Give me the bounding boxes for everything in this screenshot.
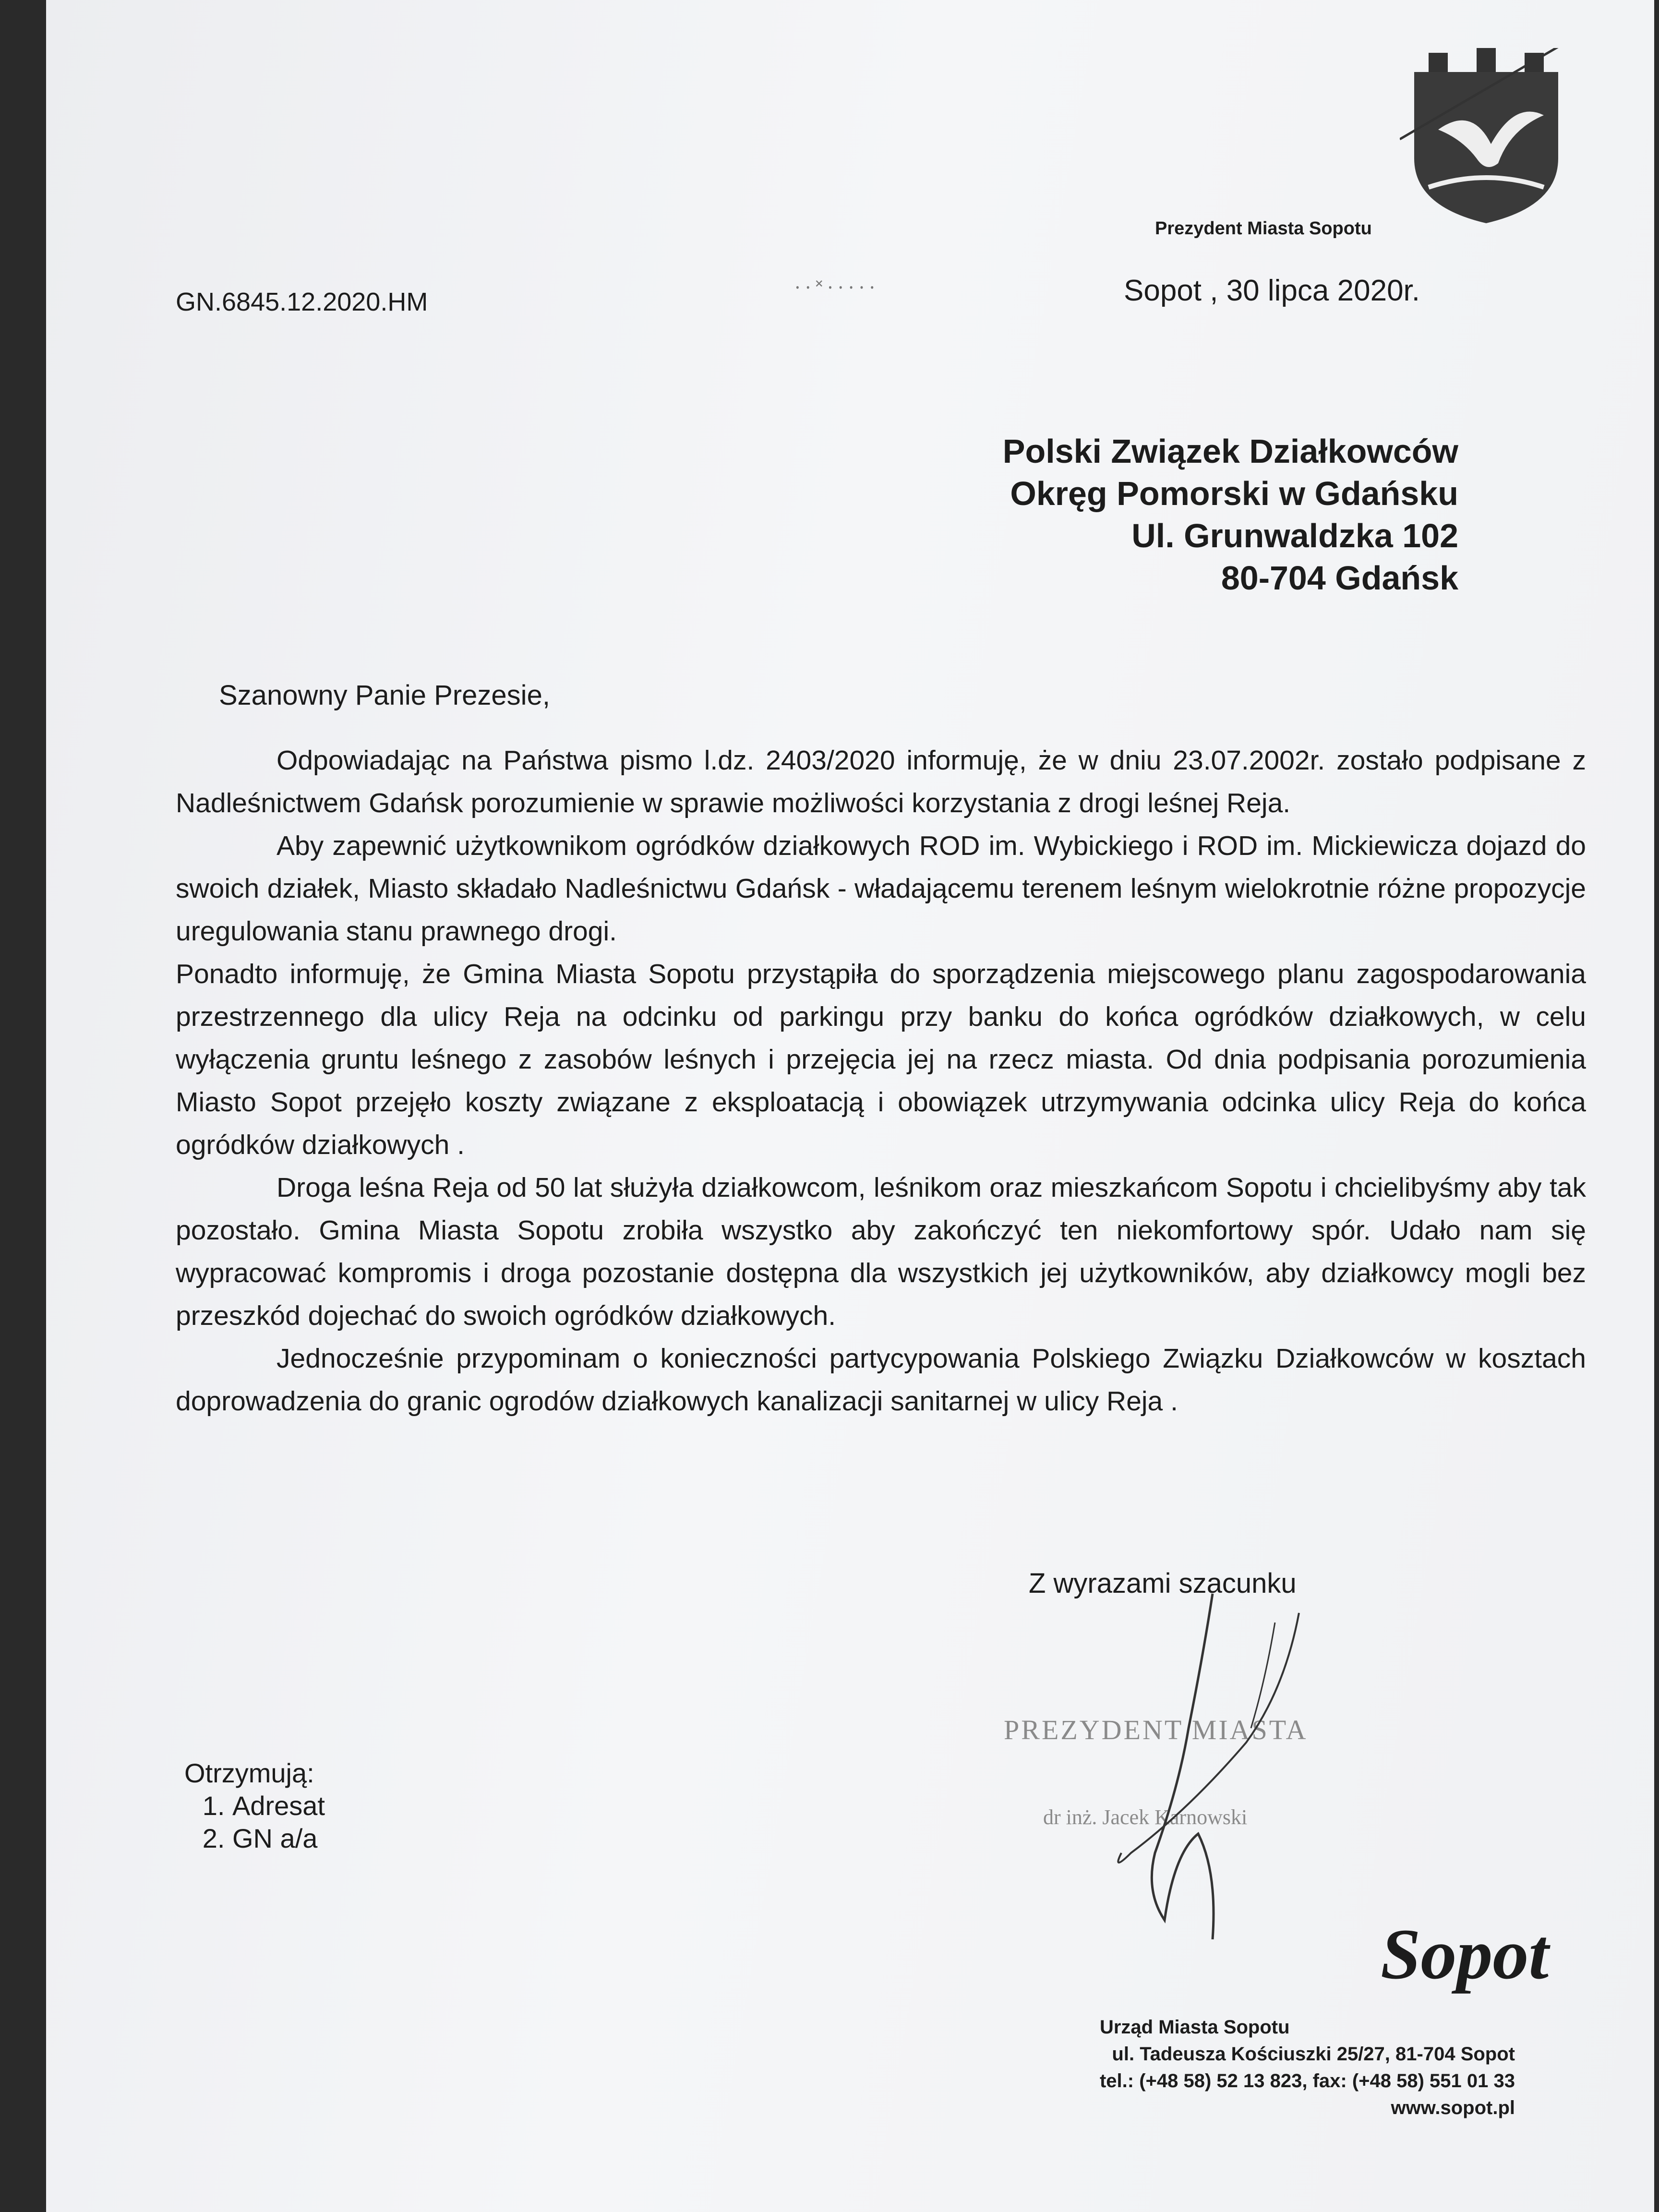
office-label: Prezydent Miasta Sopotu bbox=[1155, 218, 1372, 239]
recipient-line: Okręg Pomorski w Gdańsku bbox=[1010, 475, 1458, 512]
recipients-heading: Otrzymują: bbox=[184, 1758, 314, 1788]
paragraph: Droga leśna Reja od 50 lat służyła działkowcom, leśnikom oraz mieszkańcom Sopotu i chcielibyśmy aby tak pozostało. Gmina Miasta Sopotu zrobiła wszystko aby zakończyć ten niekomfortowy spór. Udało nam się wypracować kompromis i droga pozostanie dostępna dla wszystkich jej użytkowników, aby działkowcy mogli bez przeszkód dojechać do swoich ogródków działkowych. bbox=[176, 1172, 1586, 1331]
footer-address: ul. Tadeusza Kościuszki 25/27, 81-704 Sopot bbox=[1112, 2044, 1515, 2065]
stamp-title: PREZYDENT MIASTA bbox=[1004, 1714, 1308, 1745]
recipient-line: 80-704 Gdańsk bbox=[1221, 559, 1458, 597]
city-crest-icon bbox=[1400, 48, 1573, 226]
footer-org: Urząd Miasta Sopotu bbox=[1099, 2017, 1290, 2038]
footer-block bbox=[1100, 2014, 1515, 2121]
recipient-address bbox=[1003, 430, 1458, 599]
stamp-name: dr inż. Jacek Karnowski bbox=[1043, 1805, 1248, 1829]
footer-contact: tel.: (+48 58) 52 13 823, fax: (+48 58) 551 01 33 bbox=[1099, 2070, 1515, 2092]
recipients-list bbox=[184, 1790, 325, 1855]
signature bbox=[1093, 1584, 1361, 1959]
letter-date: Sopot , 30 lipca 2020r. bbox=[1124, 274, 1420, 307]
paragraph: Ponadto informuję, że Gmina Miasta Sopotu przystąpiła do sporządzenia miejscowego planu zagospodarowania przestrzennego dla ulicy Reja na odcinku od parkingu przy banku do końca ogródków działkowych, w celu wyłączenia gruntu leśnego z zasobów leśnych i przejęcia jej na rzecz miasta. Od dnia podpisania porozumienia Miasto Sopot przejęło koszty związane z eksploatacją i obowiązek utrzymywania odcinka ulicy Reja do końca ogródków działkowych . bbox=[176, 959, 1586, 1160]
paragraph: Odpowiadając na Państwa pismo l.dz. 2403/2020 informuję, że w dniu 23.07.2002r. zostało podpisane z Nadleśnictwem Gdańsk porozumienie w sprawie możliwości korzystania z drogi leśnej Reja. bbox=[176, 745, 1586, 818]
closing-phrase: Z wyrazami szacunku bbox=[1029, 1568, 1297, 1599]
letter-body bbox=[176, 739, 1586, 1423]
footer-web: www.sopot.pl bbox=[1391, 2097, 1515, 2118]
list-item: 1. Adresat bbox=[232, 1790, 325, 1822]
recipient-line: Polski Związek Działkowców bbox=[1002, 433, 1458, 470]
letter-page bbox=[46, 0, 1654, 2212]
salutation: Szanowny Panie Prezesie, bbox=[219, 680, 550, 711]
list-item: 2. GN a/a bbox=[232, 1822, 325, 1855]
reference-number: GN.6845.12.2020.HM bbox=[176, 288, 428, 316]
scan-marks: ⸱ ⸱ ˟ ⸱ ⸱ ⸱ ⸱ ⸱ bbox=[795, 277, 875, 299]
sopot-logo: Sopot bbox=[1381, 1914, 1549, 1994]
recipient-line: Ul. Grunwaldzka 102 bbox=[1131, 517, 1458, 554]
paragraph: Jednocześnie przypominam o konieczności partycypowania Polskiego Związku Działkowców w kosztach doprowadzenia do granic ogrodów działkowych kanalizacji sanitarnej w ulicy Reja . bbox=[176, 1343, 1586, 1417]
recipients-section bbox=[184, 1757, 325, 1855]
paragraph: Aby zapewnić użytkownikom ogródków działkowych ROD im. Wybickiego i ROD im. Mickiewicza dojazd do swoich działek, Miasto składało Nadleśnictwu Gdańsk - władającemu terenem leśnym wielokrotnie różne propozycje uregulowania stanu prawnego drogi. bbox=[176, 830, 1586, 947]
